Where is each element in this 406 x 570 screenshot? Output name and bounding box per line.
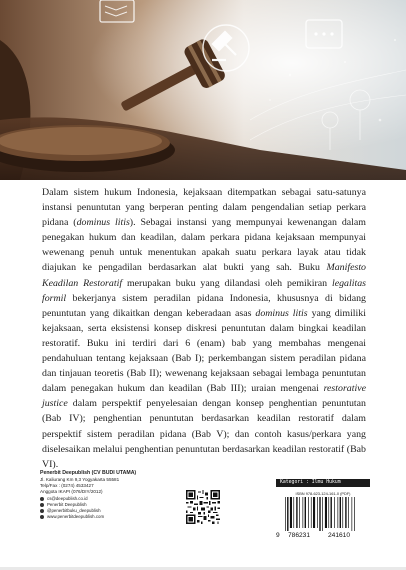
- barcode-bar: [325, 497, 327, 528]
- barcode-bar: [331, 497, 332, 528]
- globe-icon: [40, 515, 44, 519]
- back-cover-blurb: [42, 185, 366, 472]
- barcode-bar: [334, 497, 335, 528]
- barcode-bar: [317, 497, 318, 528]
- blurb-text-4: bekerjanya sistem peradilan pidana Indonesia, khususnya di bidang penuntutan yang dikaitkan dengan keberadaan asas: [42, 292, 366, 319]
- barcode-bar: [305, 497, 306, 528]
- barcode-bar: [340, 497, 341, 528]
- publisher-info: [40, 470, 200, 520]
- barcode-bar: [293, 497, 294, 528]
- publisher-phone: Telp/Fax : (0274) 4533427: [40, 483, 94, 489]
- barcode-bar: [348, 497, 349, 528]
- blurb-text-3: merupakan buku yang dilandasi oleh pemikiran: [122, 277, 332, 289]
- instagram-icon: [40, 509, 44, 513]
- facebook-icon: [40, 503, 44, 507]
- barcode-digits: [276, 531, 370, 540]
- blurb-emphasis-5: restorative justice: [42, 383, 366, 410]
- barcode-group-1: 786231: [288, 532, 311, 539]
- category-label: Kategori : Ilmu Hukum: [276, 479, 370, 487]
- barcode-bar: [338, 497, 339, 528]
- blurb-emphasis-4: dominus litis: [255, 307, 308, 319]
- barcode-bar: [285, 497, 286, 531]
- barcode-bar: [322, 497, 323, 531]
- qr-code: [186, 490, 220, 524]
- cover-photo: [0, 0, 406, 180]
- barcode-bar: [342, 497, 343, 528]
- barcode-bar: [296, 497, 297, 528]
- contact-facebook: Penerbit Deepublish: [40, 502, 200, 508]
- barcode-bar: [308, 497, 309, 528]
- blurb-text-5: yang dimiliki kejaksaan, serta eksistensi konsep diskresi penuntutan dalam bingkai keadilan restoratif. Buku ini terdiri dari 6 (enam) bab yang membahas mengenai pendahuluan tentang kejaksaan (Bab I); perkembangan sistem peradilan pidana dan tinjauan teoretis (Bab II); wewenang kejaksaan sebagai lembaga penuntutan dalam penegakan hukum dan keadilan (Bab III); uraian mengenai: [42, 307, 366, 395]
- publisher-address: Jl. Kaliurang Km 9,3 Yogyakarta 55581: [40, 477, 120, 482]
- barcode-bar: [303, 497, 304, 528]
- barcode-bar: [328, 497, 329, 528]
- isbn-number: ISBN 978-623-124-161-0 (PDF): [295, 491, 351, 496]
- blurb-text-2: ). Sebagai instansi yang mempunyai kewenangan dalam penegakan hukum dan keadilan, dalam perkara pidana kejaksaan mempunyai wewenang penuh untuk menentukan apakah suatu perkara layak atau tidak diajukan ke pengadilan berdasarkan alat bukti yang sah. Buku: [42, 217, 366, 274]
- blurb-emphasis-3: legalitas formil: [42, 277, 366, 304]
- publisher-name: Penerbit Deepublish (CV BUDI UTAMA): [40, 470, 137, 476]
- barcode-bar: [290, 497, 292, 528]
- barcode: [281, 497, 365, 531]
- blurb-emphasis-1: dominus litis: [76, 217, 130, 229]
- barcode-bar: [313, 497, 315, 528]
- barcode-bar: [311, 497, 312, 528]
- barcode-first-digit: 9: [276, 532, 280, 539]
- barcode-bar: [319, 497, 320, 531]
- barcode-bar: [299, 497, 300, 528]
- barcode-bar: [352, 497, 353, 531]
- blurb-text-1: Dalam sistem hukum Indonesia, kejaksaan ditempatkan sebagai satu-satunya instansi penuntutan yang berperan penting dalam pengendalian setiap perkara pidana (: [42, 187, 366, 229]
- contact-email: cs@deepublish.co.id: [40, 496, 200, 502]
- barcode-group-2: 241610: [328, 532, 351, 539]
- contact-instagram: @penerbitbuku_deepublish: [40, 508, 200, 514]
- barcode-bar: [345, 497, 346, 528]
- barcode-bar: [354, 497, 355, 531]
- book-title-emphasis: Manifesto Keadilan Restoratif: [42, 262, 366, 289]
- blurb-text-6: dalam perspektif penyelesaian dengan konsep penghentian penuntutan (Bab IV); penghentian penuntutan berdasarkan keadilan restoratif dalam perspektif sistem peradilan pidana (Bab V); dan contoh kasus/perkara yang diselesaikan melalui penghentian penuntutan berdasarkan keadilan restoratif (Bab VI).: [42, 398, 366, 470]
- contact-website: www.penerbitdeepublish.com: [40, 514, 200, 520]
- mail-icon: [40, 497, 44, 501]
- barcode-bar: [287, 497, 288, 531]
- publisher-membership: Anggota IKAPI (076/DIY/2012): [40, 489, 103, 495]
- isbn-barcode-block: [276, 491, 370, 541]
